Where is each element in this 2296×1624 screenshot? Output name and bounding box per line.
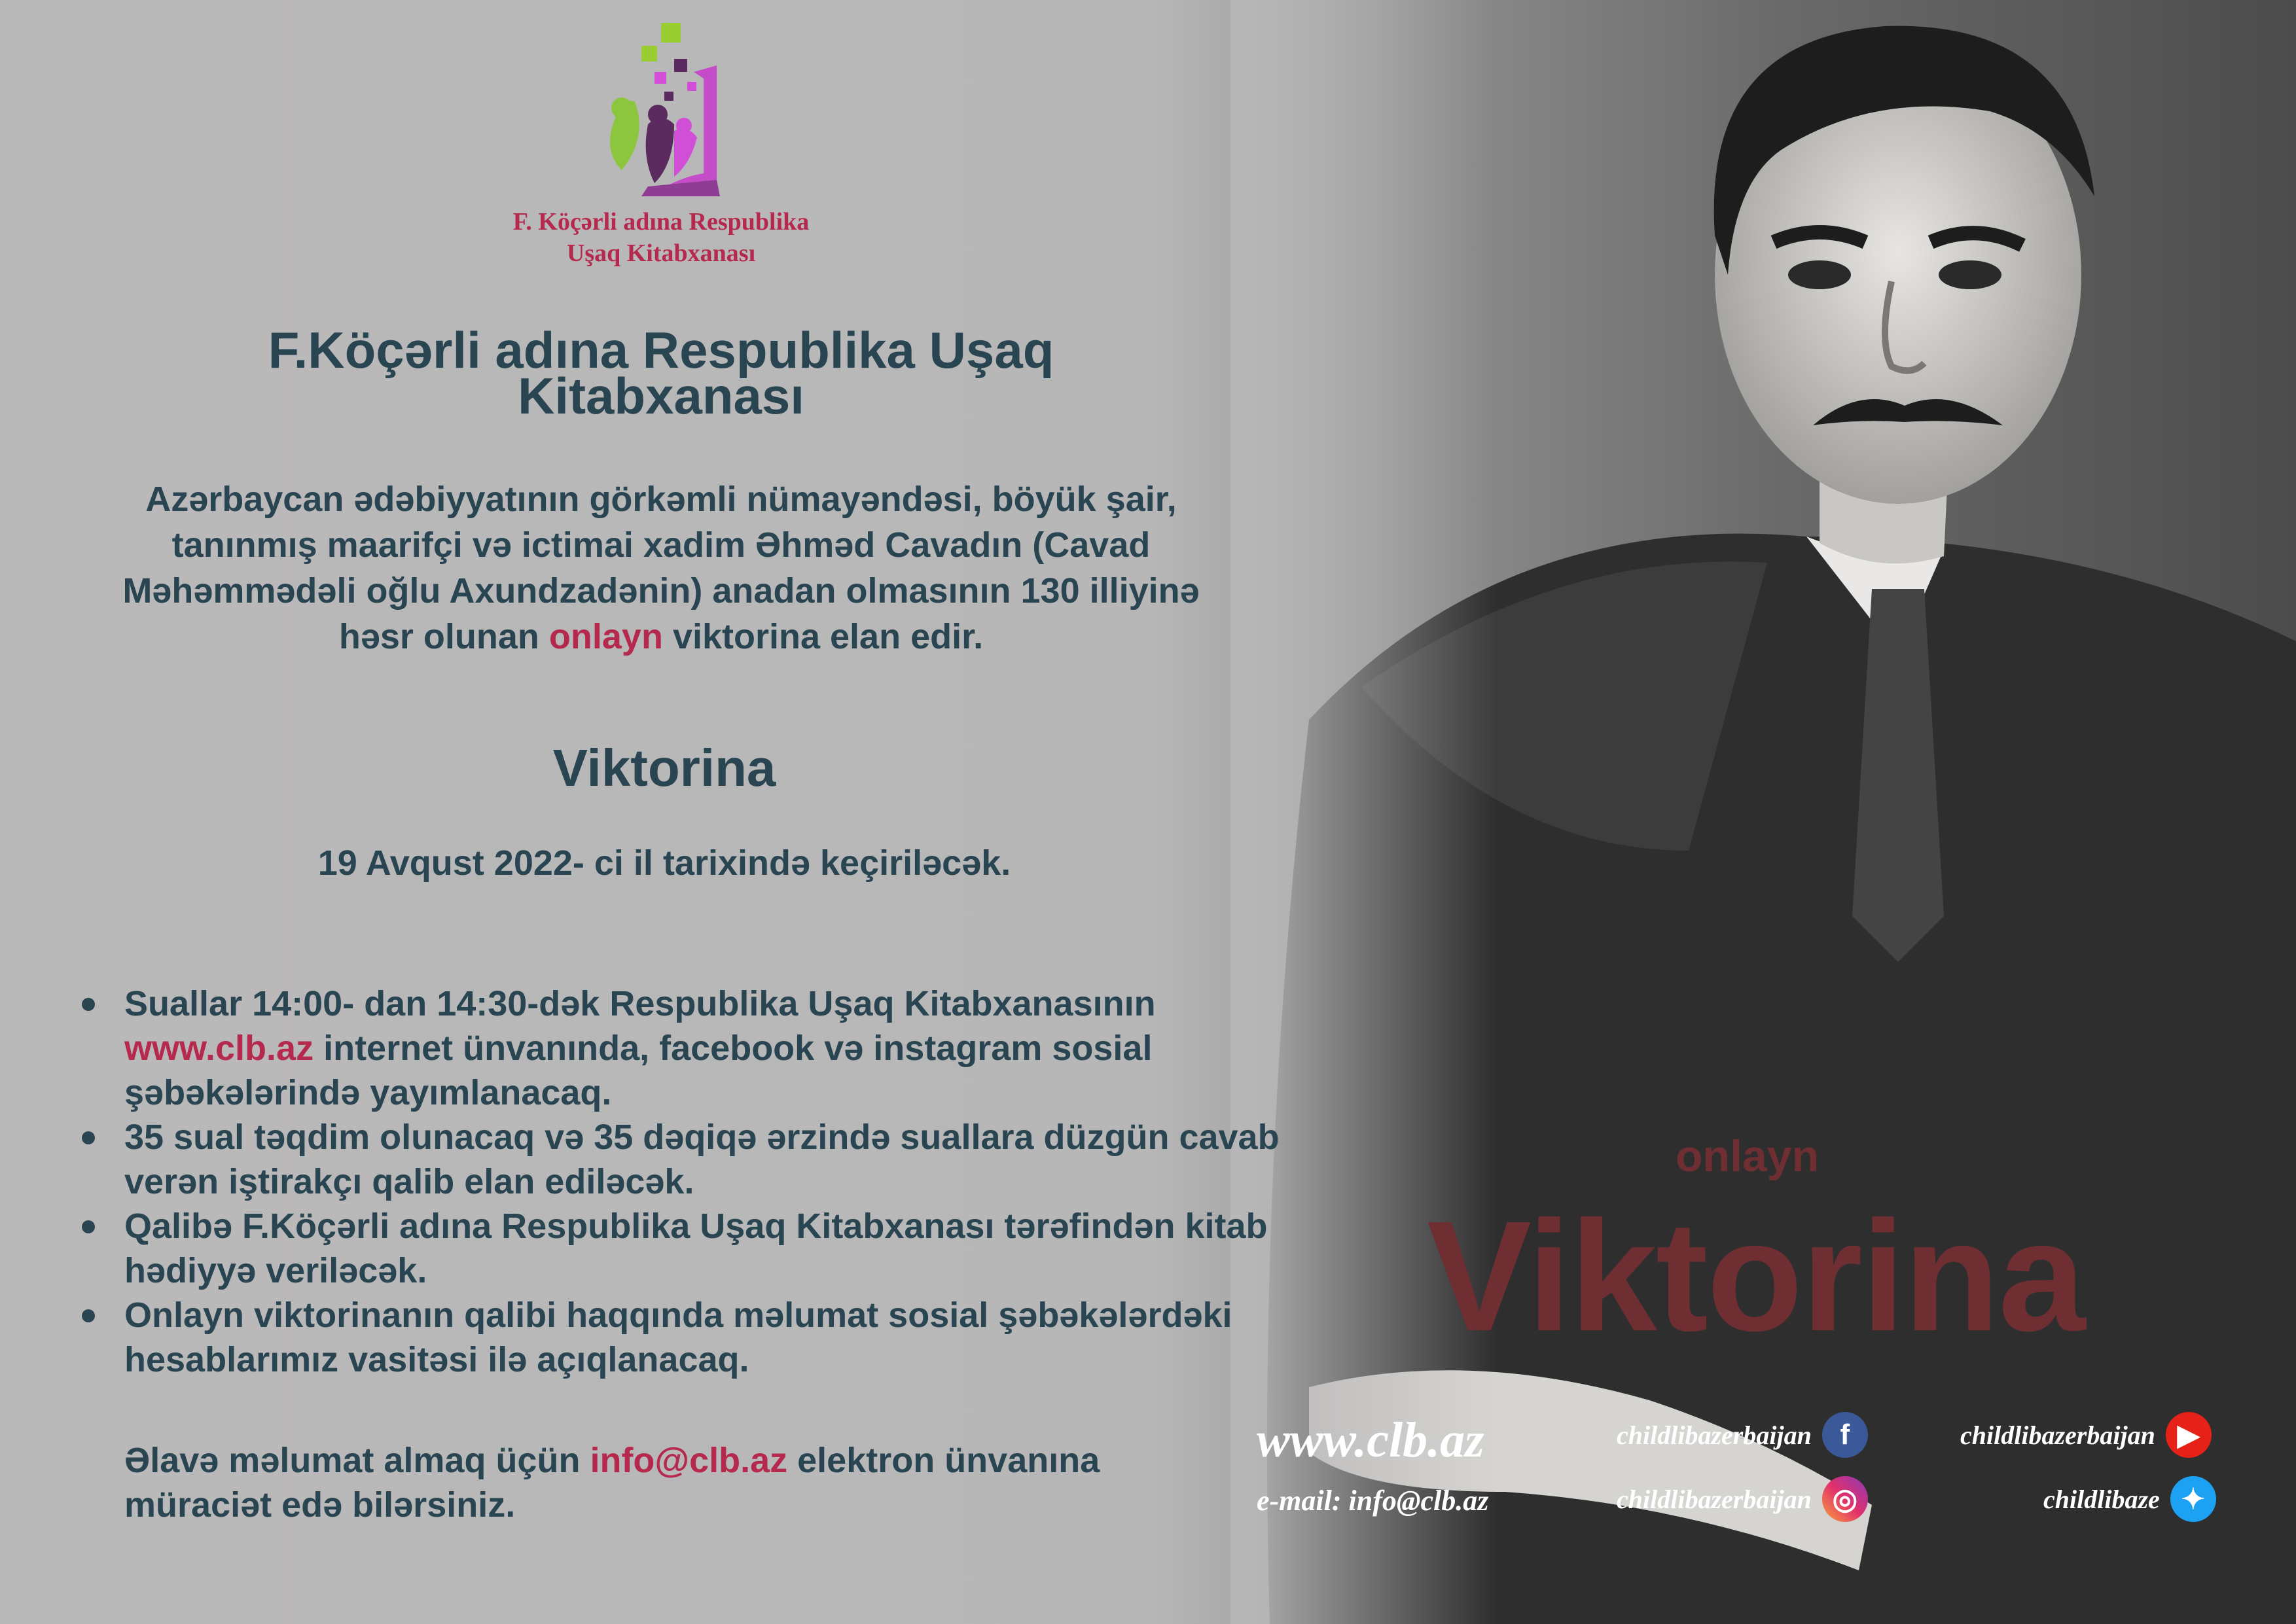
intro-line-4-pre: həsr olunan	[338, 617, 549, 656]
event-date: 19 Avqust 2022- ci il tarixində keçiriləcək.	[317, 843, 1011, 883]
page-title	[131, 321, 1191, 425]
logo-line-2: Uşaq Kitabxanası	[566, 239, 756, 267]
logo-line-1: F. Köçərli adına Respublika	[512, 208, 810, 236]
rule-1-pre: Suallar 14:00- dan 14:30-dək Respublika Uşaq Kitabxanasının	[124, 984, 1156, 1023]
badge-onlayn: onlayn	[1676, 1131, 1820, 1181]
rule-1-post: internet ünvanında, facebook və instagram sosial şəbəkələrində yayımlanacaq.	[124, 1029, 1153, 1112]
footer-email-link[interactable]: e-mail: info@clb.az	[1257, 1485, 1489, 1517]
twitter-link[interactable]	[2043, 1476, 2216, 1522]
library-logo	[576, 20, 746, 203]
contact-email-link[interactable]: info@clb.az	[590, 1441, 788, 1480]
contact-paragraph	[124, 1438, 1237, 1527]
youtube-icon: ▶	[2166, 1412, 2212, 1458]
website-link[interactable]: www.clb.az	[124, 1029, 314, 1068]
intro-line-4-post: viktorina elan edir.	[662, 617, 984, 656]
intro-line-3: Məhəmmədəli oğlu Axundzadənin) anadan olmasının 130 illiyinə	[122, 571, 1200, 610]
contact-pre: Əlavə məlumat almaq üçün	[124, 1441, 590, 1480]
youtube-link[interactable]	[1960, 1412, 2212, 1458]
portrait-photo	[1230, 0, 2296, 1624]
rule-item-schedule	[79, 981, 1296, 1115]
contact-post: elektron ünvanına müraciət edə bilərsiniz.	[124, 1441, 1100, 1525]
footer-website-link[interactable]: www.clb.az	[1257, 1413, 1484, 1468]
title-line-1: F.Köçərli adına Respublika Uşaq	[268, 321, 1054, 379]
intro-paragraph	[59, 476, 1263, 660]
logo-caption	[425, 206, 897, 269]
instagram-icon: ◎	[1822, 1476, 1868, 1522]
twitter-handle: childlibaze	[2043, 1484, 2160, 1514]
intro-line-4	[59, 614, 1263, 660]
instagram-link[interactable]	[1617, 1476, 1868, 1522]
youtube-handle: childlibazerbaijan	[1960, 1420, 2155, 1450]
rule-item-questions: 35 sual təqdim olunacaq və 35 dəqiqə ərzində suallara düzgün cavab verən iştirakçı qalib elan ediləcək.	[79, 1115, 1296, 1204]
intro-line-1: Azərbaycan ədəbiyyatının görkəmli nümayəndəsi, böyük şair,	[145, 480, 1177, 519]
badge-viktorina: Viktorina	[1427, 1188, 2085, 1364]
rule-item-prize: Qalibə F.Köçərli adına Respublika Uşaq Kitabxanası tərəfindən kitab hədiyyə veriləcək.	[79, 1204, 1296, 1293]
intro-onlayn-highlight: onlayn	[548, 617, 663, 656]
facebook-icon: f	[1822, 1412, 1868, 1458]
rule-item-announcement: Onlayn viktorinanın qalibi haqqında məlumat sosial şəbəkələrdəki hesablarımız vasitəsi ilə açıqlanacaq.	[79, 1293, 1296, 1382]
twitter-icon: ✦	[2170, 1476, 2216, 1522]
title-line-2: Kitabxanası	[518, 367, 804, 425]
instagram-handle: childlibazerbaijan	[1617, 1484, 1812, 1514]
rules-list	[79, 981, 1296, 1382]
intro-line-2: tanınmış maarifçi və ictimai xadim Əhməd Cavadın (Cavad	[171, 525, 1151, 565]
facebook-handle: childlibazerbaijan	[1617, 1420, 1812, 1450]
viktorina-heading: Viktorina	[552, 739, 776, 797]
facebook-link[interactable]	[1617, 1412, 1868, 1458]
